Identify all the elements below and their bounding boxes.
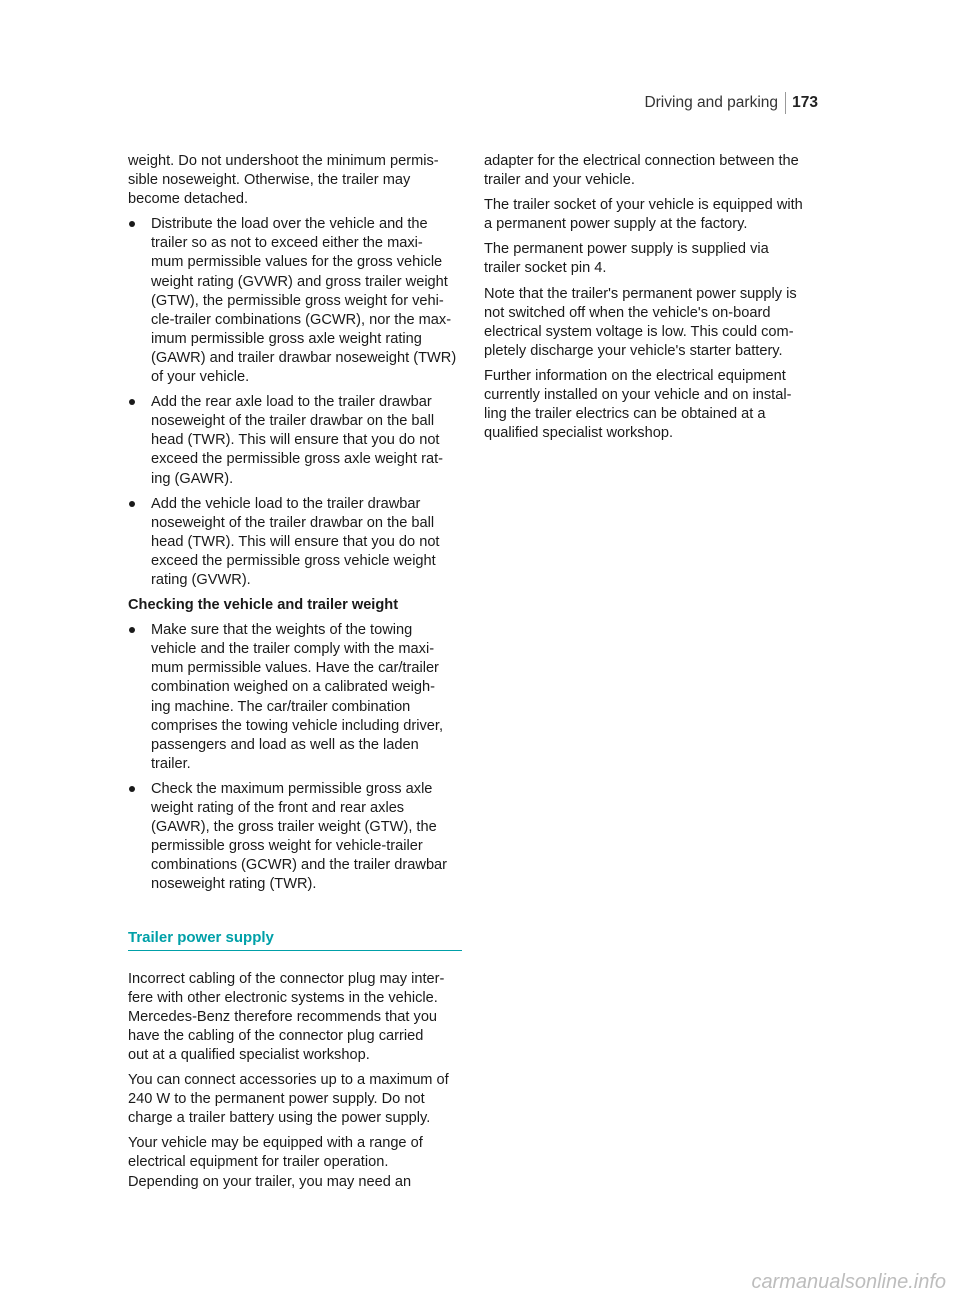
header-divider	[785, 92, 786, 114]
list-item-text: Make sure that the weights of the towing vehicle and the trailer comply with the maxi- mum permissible values. Have the car/trailer combination weighed on a calibrated weigh- ing machine. The car/trailer combination comprises the towing vehicle including driver, passengers and load as well as the laden trailer.	[151, 622, 444, 772]
power-paragraph: Incorrect cabling of the connector plug may inter- fere with other electronic systems in the vehicle. Mercedes-Benz therefore recommends that you have the cabling of the connector plug carried out at a qualified specialist workshop.	[128, 970, 445, 1063]
right-paragraph: Note that the trailer's permanent power supply is not switched off when the vehicle's on-board electrical system voltage is low. This could com- pletely discharge your vehicle's starter battery.	[484, 285, 797, 359]
right-column	[484, 152, 820, 449]
bullet-icon	[129, 786, 135, 792]
watermark: carmanualsonline.info	[751, 1271, 946, 1293]
page-number: 173	[792, 94, 818, 111]
trailer-power-supply-heading: Trailer power supply	[128, 928, 462, 950]
right-paragraph: Further information on the electrical equipment currently installed on your vehicle and on instal- ling the trailer electrics can be obtained at a qualified specialist workshop.	[484, 367, 792, 442]
power-paragraph: Your vehicle may be equipped with a range of electrical equipment for trailer operation. Depending on your trailer, you may need an	[128, 1135, 423, 1190]
bullet-icon	[129, 399, 135, 405]
trailer-power-supply-body	[128, 970, 462, 1192]
right-paragraph: The permanent power supply is supplied via trailer socket pin 4.	[484, 241, 769, 277]
list-item	[128, 780, 462, 895]
page-header	[640, 92, 818, 116]
list-item-text: Distribute the load over the vehicle and the trailer so as not to exceed either the maxi- mum permissible values for the gross vehicle weight rating (GVWR) and gross trailer weight (GTW), the permissible gross weight for vehi- cle-trailer combinations (GCWR), nor the max- imum permissible gross axle weight rating (GAWR) and trailer drawbar noseweight (TWR) of your vehicle.	[151, 216, 457, 386]
checking-weight-heading: Checking the vehicle and trailer weight	[128, 597, 399, 614]
list-item-text: Check the maximum permissible gross axle weight rating of the front and rear axles (GAWR), the gross trailer weight (GTW), the permissible gross weight for vehicle-trailer combinations (GCWR) and the trailer drawbar noseweight rating (TWR).	[151, 780, 448, 893]
right-paragraph: adapter for the electrical connection between the trailer and your vehicle.	[484, 153, 799, 189]
power-paragraph: You can connect accessories up to a maximum of 240 W to the permanent power supply. Do not charge a trailer battery using the power supply.	[128, 1072, 449, 1127]
list-item-text: Add the vehicle load to the trailer drawbar noseweight of the trailer drawbar on the ball head (TWR). This will ensure that you do not exceed the permissible gross vehicle weight rating (GVWR).	[151, 495, 440, 588]
right-paragraph: The trailer socket of your vehicle is equipped with a permanent power supply at the factory.	[484, 197, 803, 233]
load-distribution-list	[128, 215, 462, 590]
bullet-icon	[129, 627, 135, 633]
list-item-text: Add the rear axle load to the trailer drawbar noseweight of the trailer drawbar on the ball head (TWR). This will ensure that you do not exceed the permissible gross axle weight rat- ing (GAWR).	[151, 394, 444, 487]
list-item	[128, 393, 462, 488]
bullet-icon	[129, 501, 135, 507]
list-item	[128, 495, 462, 590]
left-column	[128, 152, 462, 1192]
section-title-header: Driving and parking	[644, 94, 778, 111]
list-item	[128, 215, 462, 387]
list-item	[128, 621, 462, 774]
intro-paragraph: weight. Do not undershoot the minimum permis- sible noseweight. Otherwise, the trailer may become detached.	[128, 153, 439, 208]
bullet-icon	[129, 221, 135, 227]
checking-weight-list	[128, 621, 462, 894]
